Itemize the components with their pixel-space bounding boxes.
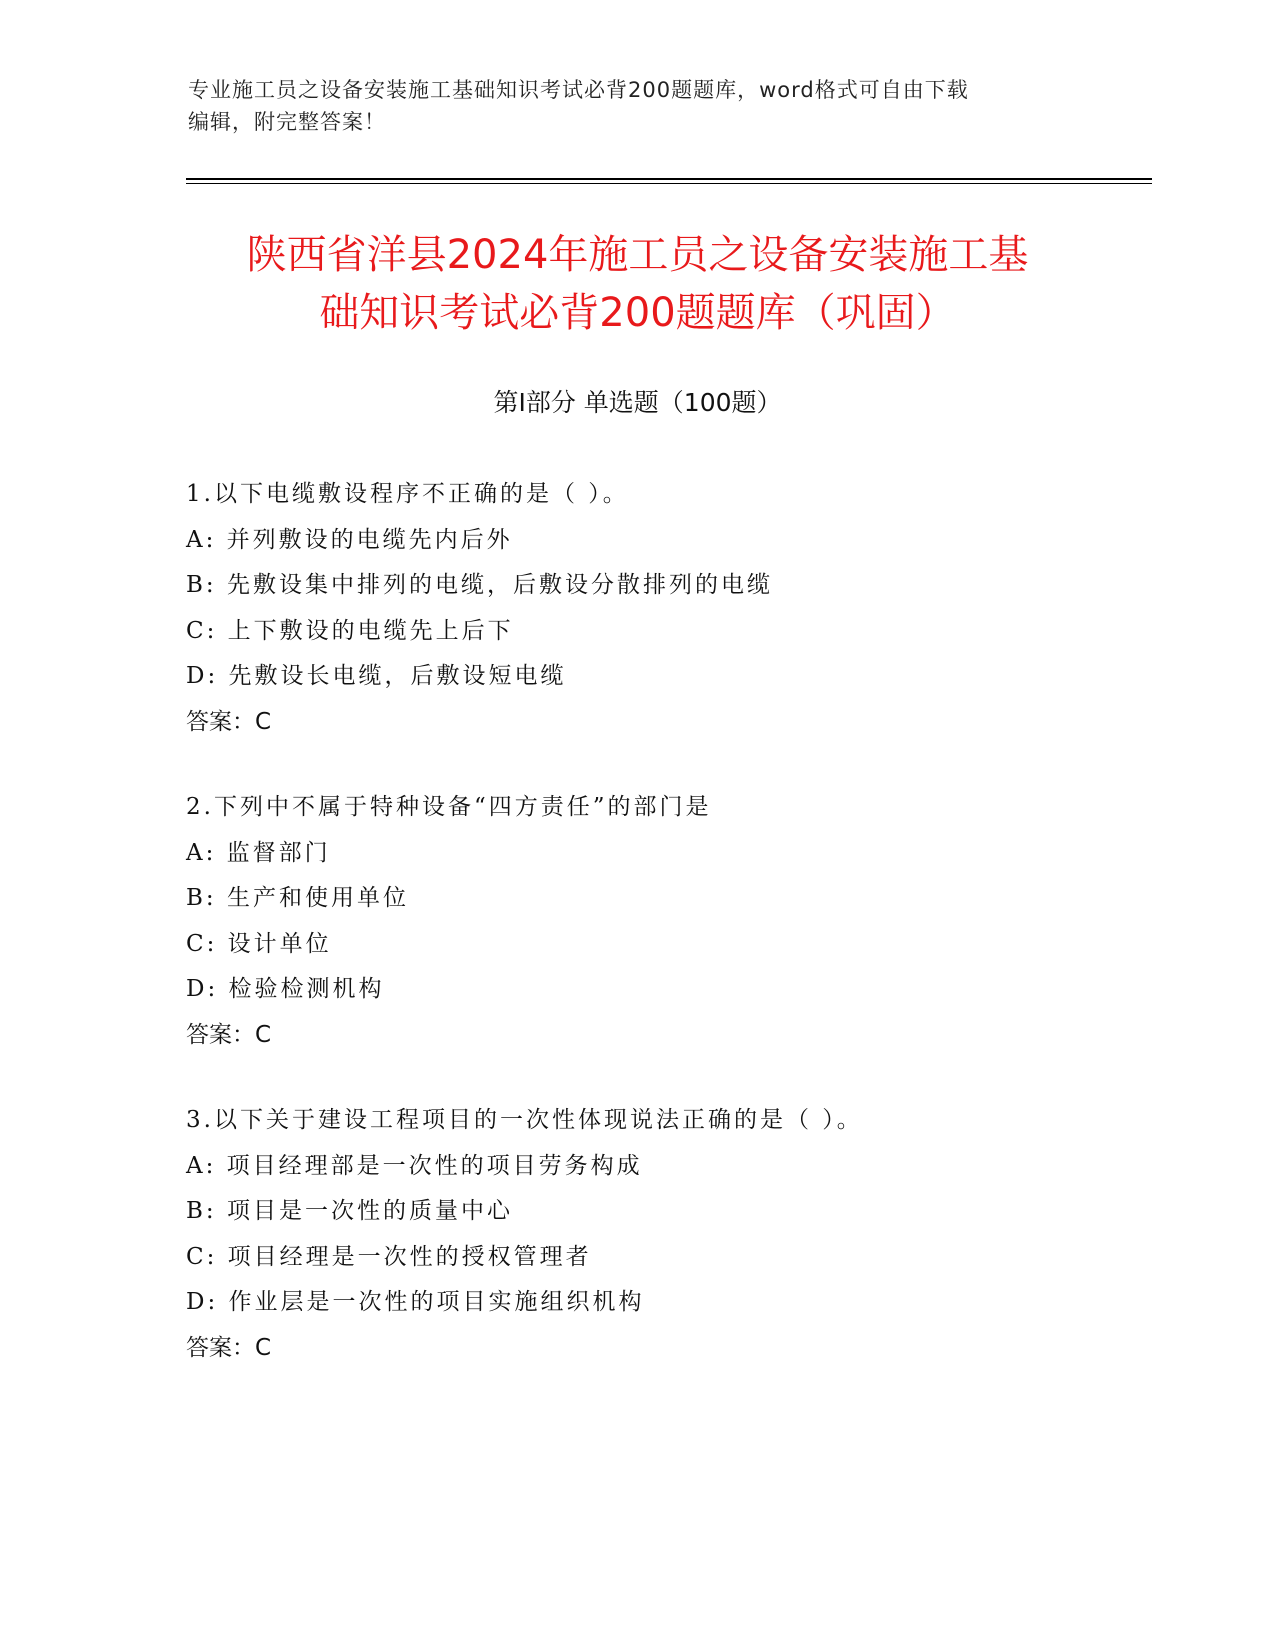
answer: 答案：C (186, 708, 272, 735)
header-divider-thin (186, 183, 1152, 184)
question-3 (186, 1098, 1146, 1371)
document-title-line-2: 础知识考试必背200题题库（巩固） (319, 290, 956, 336)
answer: 答案：C (186, 1334, 272, 1361)
option-a: A: 监督部门 (186, 839, 331, 866)
answer: 答案：C (186, 1021, 272, 1048)
option-b: B: 生产和使用单位 (186, 885, 409, 911)
section-title: 第I部分 单选题（100题） (493, 388, 782, 417)
document-title (150, 226, 1125, 342)
question-stem: 1.以下电缆敷设程序不正确的是（ ）。 (186, 481, 629, 507)
option-d: D: 检验检测机构 (186, 976, 385, 1002)
document-title-line-1: 陕西省洋县2024年施工员之设备安装施工基 (246, 232, 1029, 278)
option-c: C: 上下敷设的电缆先上后下 (186, 617, 514, 644)
question-stem: 3.以下关于建设工程项目的一次性体现说法正确的是（ ）。 (186, 1107, 863, 1133)
option-a: A: 并列敷设的电缆先内后外 (186, 526, 513, 553)
header-divider-thick (186, 178, 1152, 180)
header-note-line-1: 专业施工员之设备安装施工基础知识考试必背200题题库，word格式可自由下载 (188, 78, 969, 102)
question-2 (186, 785, 1146, 1058)
option-c: C: 项目经理是一次性的授权管理者 (186, 1243, 592, 1270)
option-a: A: 项目经理部是一次性的项目劳务构成 (186, 1152, 643, 1179)
option-d: D: 先敷设长电缆，后敷设短电缆 (186, 663, 567, 689)
option-c: C: 设计单位 (186, 930, 332, 957)
option-d: D: 作业层是一次性的项目实施组织机构 (186, 1289, 645, 1315)
option-b: B: 先敷设集中排列的电缆，后敷设分散排列的电缆 (186, 572, 773, 598)
option-b: B: 项目是一次性的质量中心 (186, 1198, 513, 1224)
question-stem: 2.下列中不属于特种设备“四方责任”的部门是 (186, 794, 712, 820)
question-list (186, 472, 1146, 1411)
question-1 (186, 472, 1146, 745)
header-note-line-2: 编辑，附完整答案！ (188, 110, 386, 134)
header-note (188, 74, 1088, 138)
